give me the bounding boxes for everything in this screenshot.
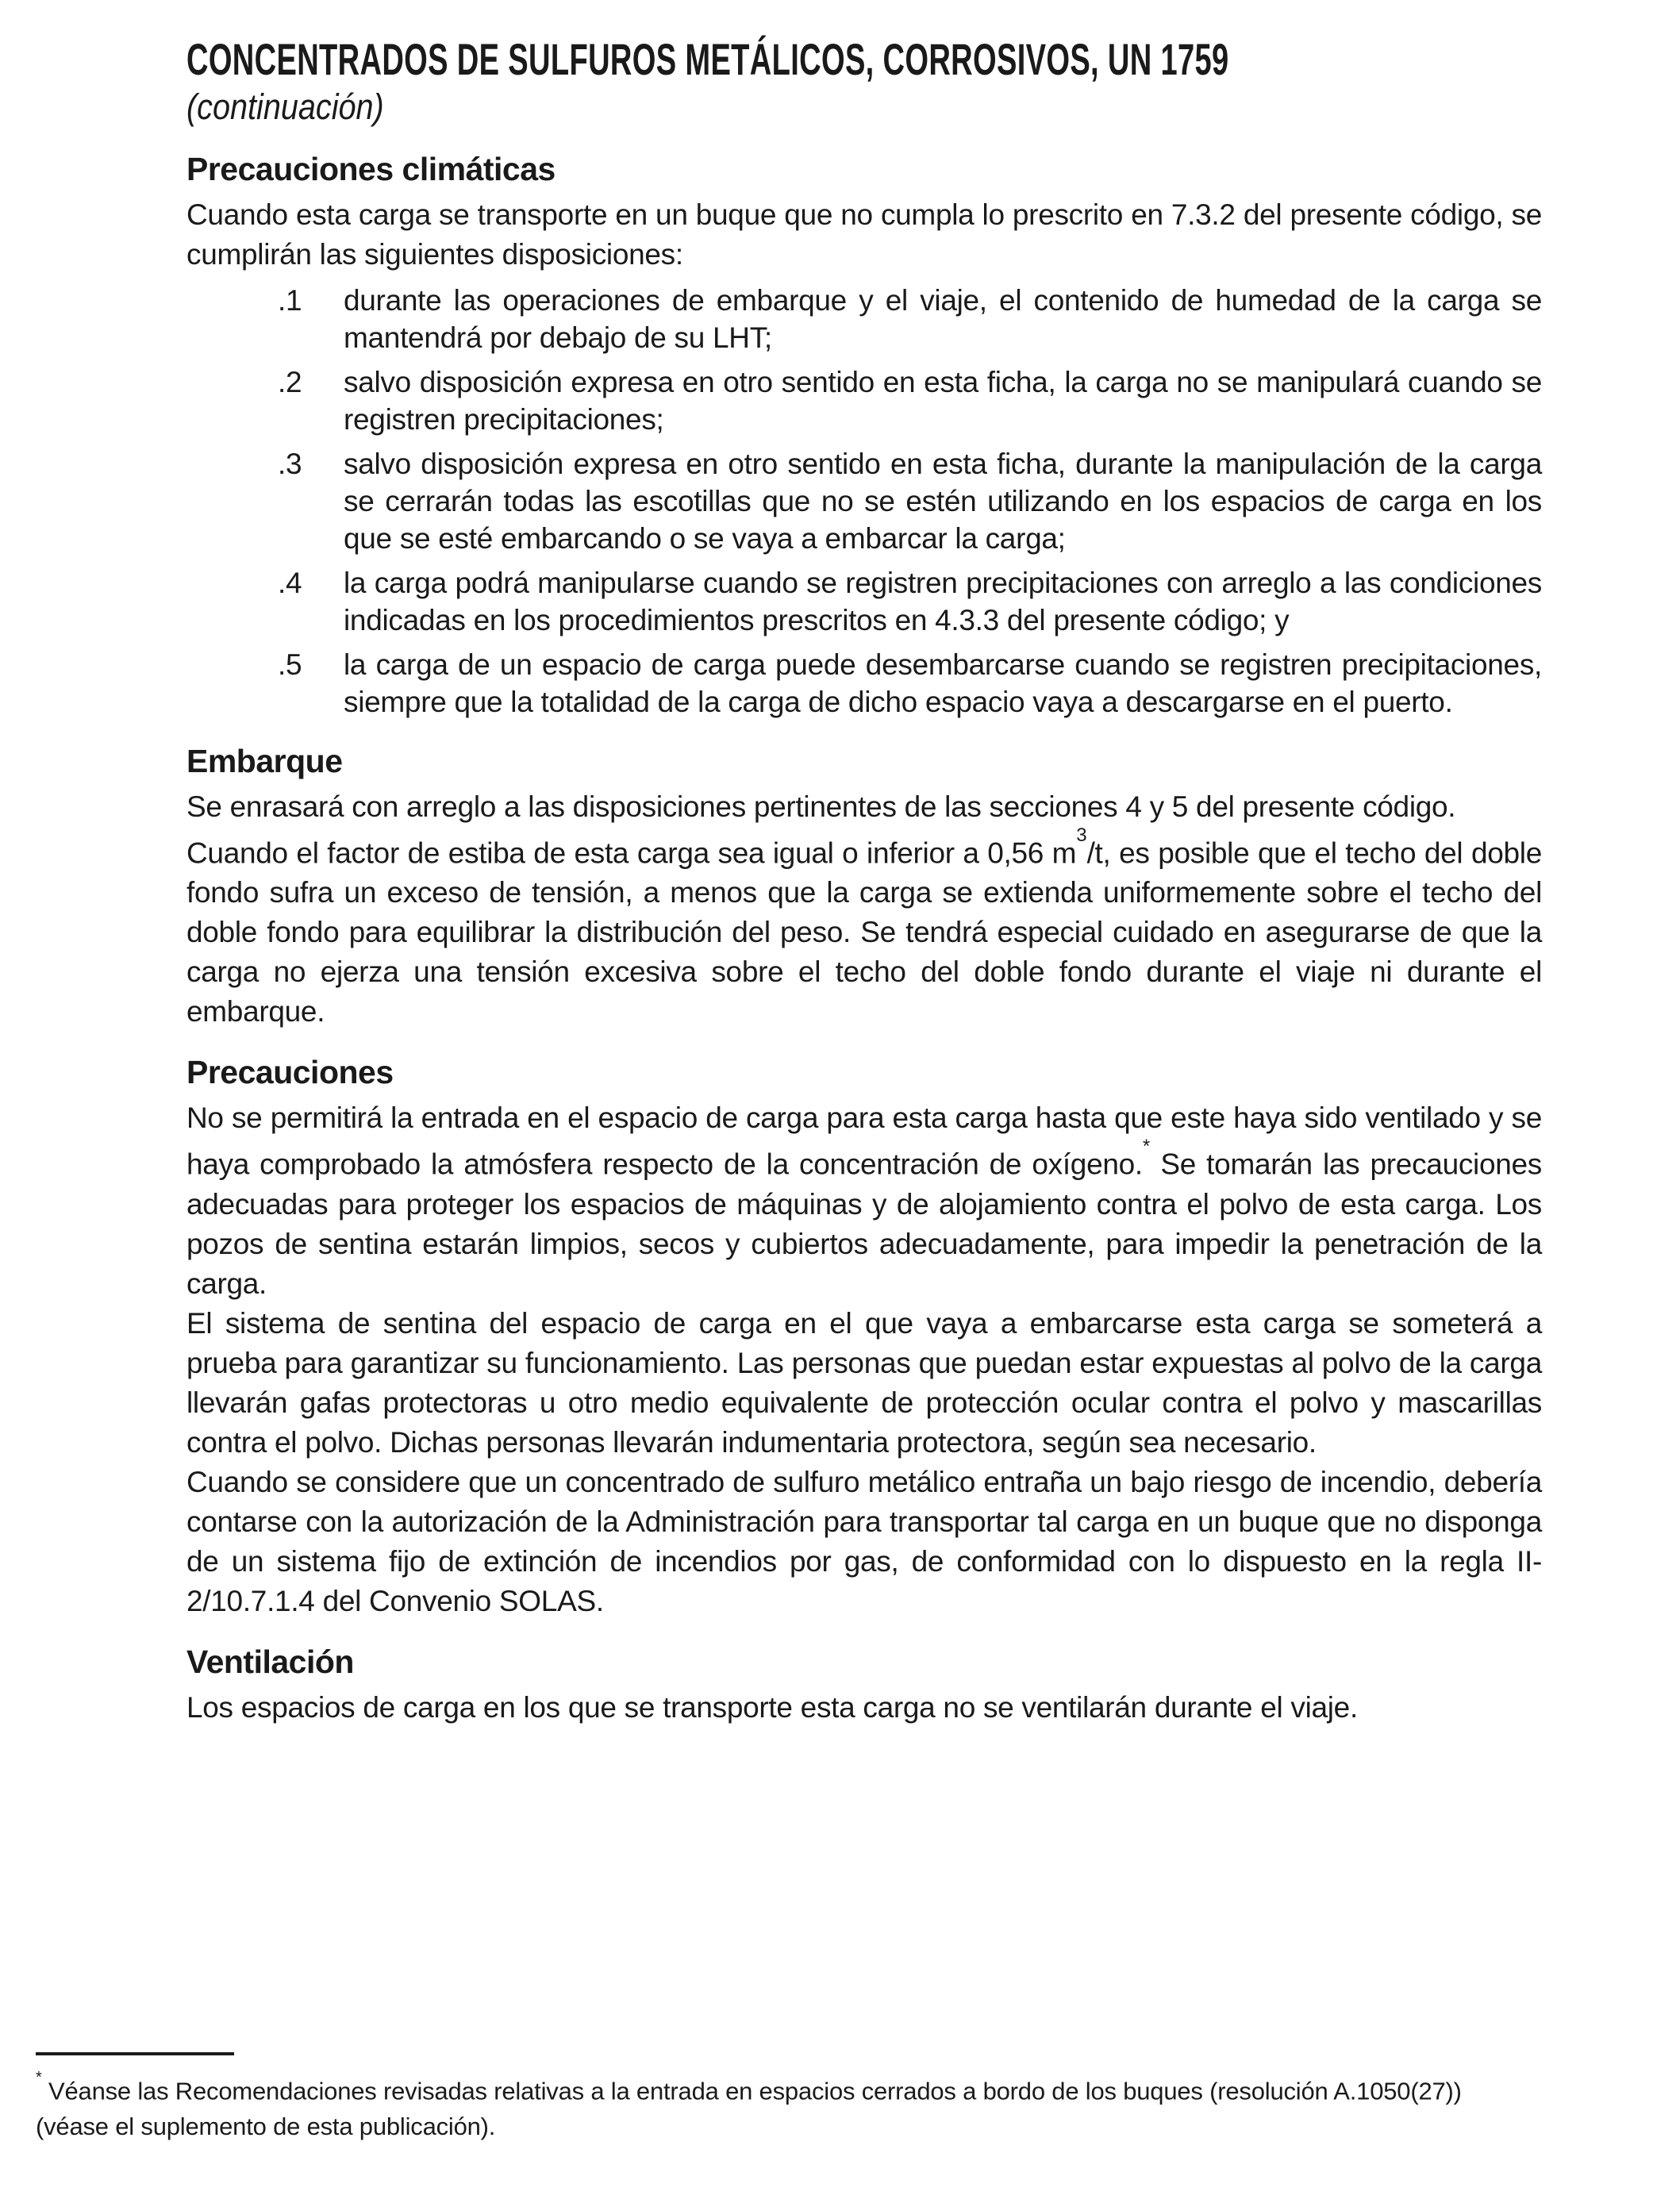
item-number: .1 <box>278 284 302 317</box>
precautions-paragraph-1-text: Se tomarán las precauciones adecuadas para proteger los espacios de máquinas y de alojamiento contra el polvo de esta carga. Los pozos de sentina estarán limpios, secos y cubiertos adecuadamente, para impedir la penetración de la carga. <box>186 1148 1542 1300</box>
weather-intro-paragraph: Cuando esta carga se transporte en un buque que no cumpla lo prescrito en 7.3.2 del presente código, se cumplirán las siguientes disposiciones: <box>186 198 1542 271</box>
section-precautions <box>186 1054 1542 1621</box>
section-weather-precautions <box>186 151 1542 721</box>
item-text: durante las operaciones de embarque y el viaje, el contenido de humedad de la carga se mantendrá por debajo de su LHT; <box>344 284 1542 354</box>
item-text: la carga de un espacio de carga puede desembarcarse cuando se registren precipitaciones, siempre que la totalidad de la carga de dicho espacio vaya a descargarse en el puerto. <box>344 648 1542 718</box>
list-item <box>186 363 1542 438</box>
superscript-exponent: 3 <box>1076 825 1087 846</box>
item-number: .4 <box>278 567 302 599</box>
precautions-heading: Precauciones <box>186 1054 394 1091</box>
item-text: salvo disposición expresa en otro sentido en esta ficha, durante la manipulación de la carga se cerrarán todas las escotillas que no se estén utilizando en los espacios de carga en los que se esté embarcando o se vaya a embarcar la carga; <box>344 448 1542 555</box>
list-item <box>186 445 1542 557</box>
precautions-paragraph-1-text: No se permitirá la entrada en el espacio de carga para esta carga hasta que este haya sido ventilado y se haya comprobado la atmósfera respecto de la concentración de oxígeno. <box>186 1102 1542 1181</box>
footnote-body: Véanse las Recomendaciones revisadas relativas a la entrada en espacios cerrados a bordo de los buques (resolución A.1050(27)) (véase el suplemento de esta publicación). <box>36 2077 1462 2141</box>
numbered-list <box>186 282 1542 721</box>
continuation-note: (continuación) <box>186 87 384 127</box>
loading-paragraph-2-text: Cuando el factor de estiba de esta carga sea igual o inferior a 0,56 m <box>186 836 1077 870</box>
loading-heading: Embarque <box>186 743 343 779</box>
precautions-paragraph-3: Cuando se considere que un concentrado de sulfuro metálico entraña un bajo riesgo de incendio, debería contarse con la autorización de la Administración para transportar tal carga en un buque que no disponga de un sistema fijo de extinción de incendios por gas, de conformidad con lo dispuesto en la regla II-2/10.7.1.4 del Convenio SOLAS. <box>186 1465 1542 1617</box>
precautions-paragraph-2: El sistema de sentina del espacio de carga en el que vaya a embarcarse esta carga se someterá a prueba para garantizar su funcionamiento. Las personas que puedan estar expuestas al polvo de la carga llevarán gafas protectoras u otro medio equivalente de protección ocular contra el polvo y mascarillas contra el polvo. Dichas personas llevarán indumentaria protectora, según sea necesario. <box>186 1306 1542 1459</box>
section-loading <box>186 743 1542 1032</box>
page-title: CONCENTRADOS DE SULFUROS METÁLICOS, CORROSIVOS, UN 1759 <box>186 34 1229 84</box>
footnote-marker: * <box>36 2069 42 2086</box>
section-ventilation <box>186 1644 1542 1728</box>
list-item <box>186 282 1542 356</box>
item-number: .2 <box>278 366 302 398</box>
footnote-reference-asterisk: * <box>1142 1136 1151 1158</box>
precautions-paragraph-1 <box>186 1098 1542 1303</box>
item-text: salvo disposición expresa en otro sentido en esta ficha, la carga no se manipulará cuando se registren precipitaciones; <box>344 366 1542 436</box>
ventilation-paragraph: Los espacios de carga en los que se transporte esta carga no se ventilarán durante el viaje. <box>186 1690 1358 1724</box>
list-item <box>186 564 1542 639</box>
loading-paragraph-2-text: /t, es posible que el techo del doble fondo sufra un exceso de tensión, a menos que la carga se extienda uniformemente sobre el techo del doble fondo para equilibrar la distribución del peso. Se tendrá especial cuidado en asegurarse de que la carga no ejerza una tensión excesiva sobre el techo del doble fondo durante el viaje ni durante el embarque. <box>186 836 1542 1028</box>
list-item <box>186 646 1542 721</box>
footnote-text <box>36 2068 1528 2144</box>
item-number: .5 <box>278 648 302 681</box>
loading-paragraph-2 <box>186 827 1542 1032</box>
loading-paragraph-1: Se enrasará con arreglo a las disposiciones pertinentes de las secciones 4 y 5 del presente código. <box>186 790 1456 823</box>
ventilation-heading: Ventilación <box>186 1643 354 1680</box>
weather-precautions-heading: Precauciones climáticas <box>186 151 556 187</box>
item-number: .3 <box>278 448 302 480</box>
content-column <box>186 34 1542 1728</box>
item-text: la carga podrá manipularse cuando se registren precipitaciones con arreglo a las condiciones indicadas en los procedimientos prescritos en 4.3.3 del presente código; y <box>344 567 1542 636</box>
footnote-rule <box>36 2052 234 2055</box>
footnote <box>36 2052 1528 2144</box>
